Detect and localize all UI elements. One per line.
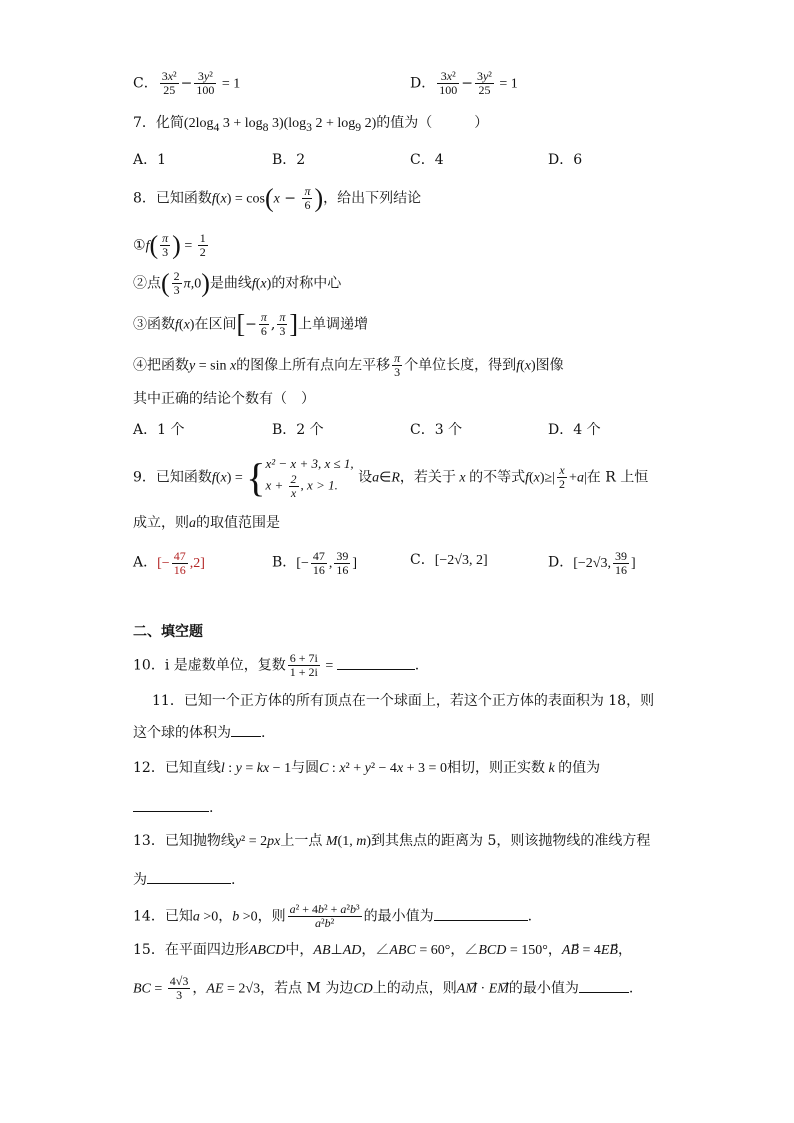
question-15-line1: 15．在平面四边形ABCD中，AB⊥AD，∠ABC = 60°，∠BCD = 150°，AB⃗ = 4EB⃗， — [133, 942, 632, 958]
question-9: 9．已知函数f(x) = { x² − x + 3, x ≤ 1, x + $\frac{2}{x}$ , x > 1. 设a∈R，若关于 x 的不等式f(x)≥| $\frac{x}{2}$ +a|在 R 上恒 — [133, 454, 649, 500]
q8-statement-3: ③函数f(x)在区间[− $\frac{\pi}{6}$ , $\frac{\pi}{3}$ ]上单调递增 — [133, 309, 369, 339]
q7-option-d: D．6 — [548, 152, 583, 168]
question-13: 13．已知抛物线y² = 2px上一点 M(1, m)到其焦点的距离为 5，则该抛物线的准线方程 — [133, 833, 651, 849]
question-8: 8．已知函数f(x) = cos(x − $\frac{\pi}{6}$ )，给出下列结论 — [133, 183, 422, 213]
q9-option-c: C．[−2√3, 2] — [410, 552, 488, 568]
question-12: 12．已知直线l : y = kx − 1与圆C : x² + y² − 4x + 3 = 0相切，则正实数 k 的值为 — [133, 760, 601, 776]
q8-option-c: C．3 个 — [410, 422, 463, 438]
question-13-line2: 为 . — [133, 869, 235, 890]
q8-statement-4: ④把函数y = sin x的图像上所有点向左平移 $\frac{\pi}{3}$ 个单位长度，得到f(x)图像 — [133, 351, 564, 379]
question-11-line1: 11．已知一个正方体的所有顶点在一个球面上，若这个正方体的表面积为 18，则 — [152, 693, 655, 709]
q9-line2: 成立，则a的取值范围是 — [133, 515, 280, 531]
q8-statement-1: ①f( $\frac{\pi}{3}$ ) = $\frac{1}{2}$ — [133, 230, 206, 260]
q7-option-b: B．2 — [272, 152, 306, 168]
option-c-q6: C． $\frac{\text{3x²}}{25}$ − $\frac{\text{3y²}}{100}$ = 1 — [133, 69, 241, 97]
q8-option-d: D．4 个 — [548, 422, 601, 438]
section-fill-in-blank: 二、填空题 — [133, 624, 203, 640]
q8-option-a: A．1 个 — [133, 422, 185, 438]
question-11-line2: 这个球的体积为 . — [133, 722, 265, 743]
q9-option-d: D．[−2√3, $\frac{39}{16}$ ] — [548, 549, 636, 577]
q9-option-b: B．[− $\frac{47}{16}$ , $\frac{39}{16}$ ] — [272, 549, 358, 577]
question-14: 14．已知a >0，b >0，则 $\frac{\text{a² + 4b² + a²b³}}{\text{a²b²}}$ 的最小值为 . — [133, 902, 533, 930]
question-10: 10．i 是虚数单位，复数 $\frac{6 + 7i}{1 + 2i}$ = . — [133, 651, 420, 679]
q9-option-a: A．[− $\frac{47}{16}$ ,2] — [133, 549, 205, 577]
question-12-blank: . — [133, 797, 213, 818]
question-15-line2: BC = $\frac{4√3}{3}$ ，AE = 2√3，若点 M 为边CD上的动点，则AM⃗ · EM的最小值为 . — [133, 974, 634, 1002]
question-7: 7．化简($2\log_4$ $3 + \log_8 3)(\log_3$ $2 + \log_9 2$)的值为（ ） — [133, 115, 489, 134]
q8-statement-2: ②点( $\frac{2}{3}$ π,0)是曲线f(x)的对称中心 — [133, 268, 342, 298]
q7-option-a: A．1 — [133, 152, 167, 168]
option-d-q6: D． $\frac{\text{3x²}}{100}$ − $\frac{\text{3y²}}{25}$ = 1 — [410, 69, 518, 97]
q7-option-c: C．4 — [410, 152, 444, 168]
q8-option-b: B．2 个 — [272, 422, 324, 438]
q8-ask: 其中正确的结论个数有（ ） — [133, 391, 315, 407]
